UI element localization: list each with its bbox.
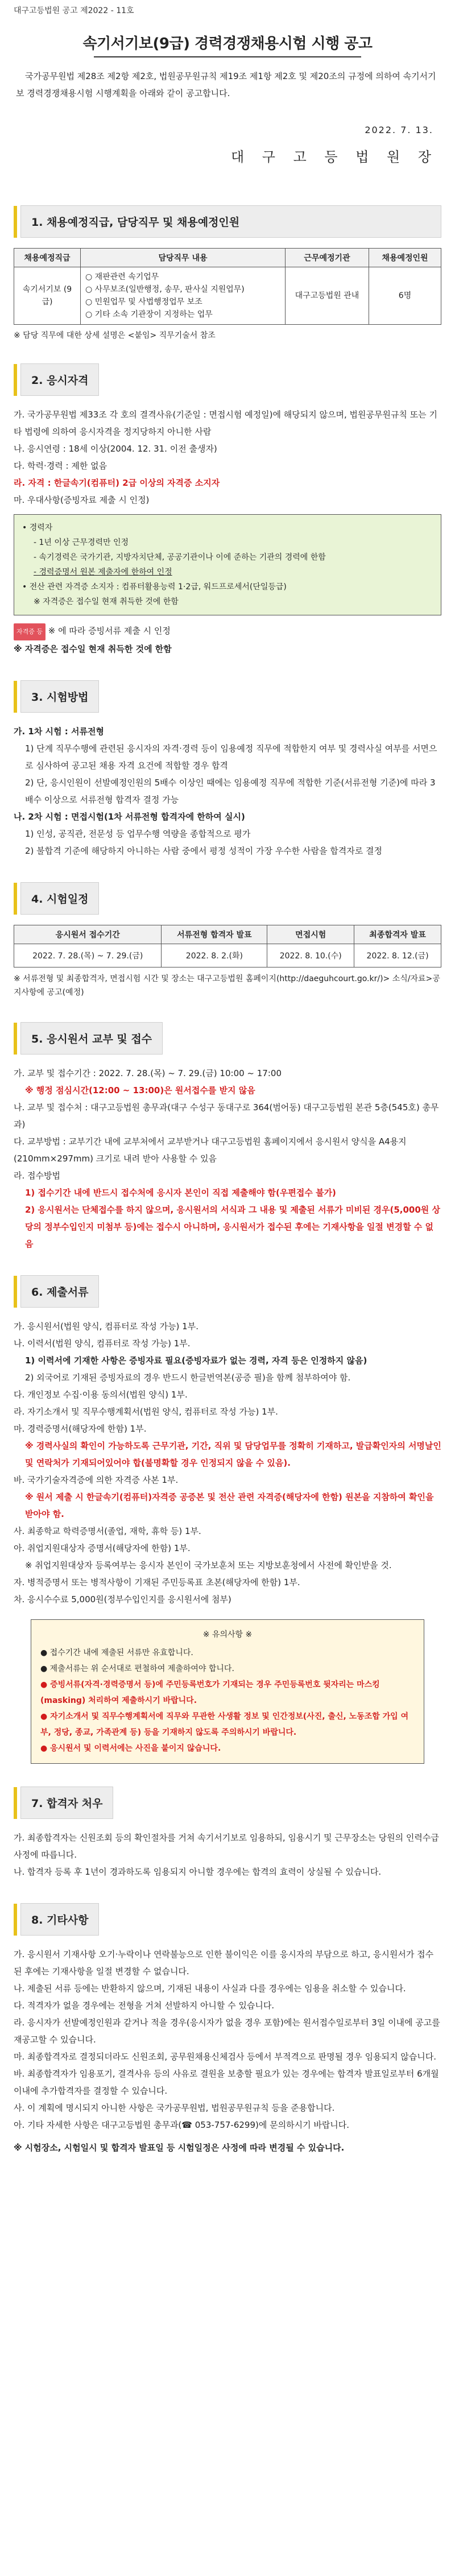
table-header: 근무예정기관 xyxy=(286,249,369,267)
text-line: 마. 최종합격자로 결정되더라도 신원조회, 공무원채용신체검사 등에서 부적격으로 판명될 경우 임용되지 않습니다. xyxy=(14,2052,437,2062)
text-line: 사. 최종학교 학력증명서(졸업, 재학, 휴학 등) 1부. xyxy=(14,1526,201,1536)
text-line: 다. 학력·경력 : 제한 없음 xyxy=(14,461,107,471)
text-line: 마. 우대사항(증빙자료 제출 시 인정) xyxy=(14,495,150,505)
agency-cell: 대구고등법원 관내 xyxy=(286,267,369,325)
section-title: 2. 응시자격 xyxy=(20,363,99,396)
text-line xyxy=(14,622,441,640)
section-5-header xyxy=(14,1022,441,1055)
section-8-header xyxy=(14,1903,441,1936)
text-line: ※ 원서 제출 시 한글속기(컴퓨터)자격증 공증본 및 전산 관련 자격증(해당자에 한함) 원본을 지참하여 확인을 받아야 함. xyxy=(25,1492,434,1519)
text-line: 나. 교부 및 접수처 : 대구고등법원 총무과(대구 수성구 동대구로 364(범어동) 대구고등법원 본관 5층(545호) 총무과) xyxy=(14,1102,439,1130)
section-3-header xyxy=(14,680,441,713)
duty-item: ○ 민원업무 및 사법행정업무 보조 xyxy=(85,297,202,307)
text-line: 라. 접수방법 xyxy=(14,1171,60,1181)
misc-body xyxy=(14,1946,441,2156)
documents-body xyxy=(14,1318,441,1608)
table-header: 면접시험 xyxy=(267,925,354,944)
box-line: - 1년 이상 근무경력만 인정 xyxy=(34,538,129,547)
text-line: ※ 경력사실의 확인이 가능하도록 근무기관, 기간, 직위 및 담당업무를 정확히 기재하고, 발급확인자의 서명날인 및 연락처가 기재되어있어야 합(불명확할 경우 인정되지 않을 수 있음). xyxy=(25,1441,441,1468)
box-line: - 속기경력은 국가기관, 지방자치단체, 공공기관이나 이에 준하는 기관의 경력에 한함 xyxy=(34,553,326,562)
title-text: 속기서기보(9급) 경력경쟁채용시험 시행 공고 xyxy=(82,35,373,52)
text-line: ※ 취업지원대상자 등록여부는 응시자 본인이 국가보훈처 또는 지방보훈청에서 사전에 확인받을 것. xyxy=(25,1560,392,1570)
text-line: 2) 외국어로 기재된 증빙자료의 경우 반드시 한글번역본(공증 필)을 함께 첨부하여야 함. xyxy=(25,1372,351,1383)
text-line: ※ 자격증은 접수일 현재 취득한 것에 한함 xyxy=(14,644,172,654)
caution-item: ● 응시원서 및 이력서에는 사진을 붙이지 않습니다. xyxy=(40,1744,221,1753)
text-line: 차. 응시수수료 5,000원(정부수입인지를 응시원서에 첨부) xyxy=(14,1594,231,1605)
text-line: 바. 국가기술자격증에 의한 자격증 사본 1부. xyxy=(14,1475,179,1485)
text-line: 1) 이력서에 기재한 사항은 증빙자료 필요(증빙자료가 없는 경력, 자격 등은 인정하지 않음) xyxy=(25,1355,367,1366)
section-title: 4. 시험일정 xyxy=(20,882,99,915)
text-line: 2) 단, 응시인원이 선발예정인원의 5배수 이상인 때에는 임용예정 직무에 적합한 기준(서류전형 기준)에 따라 3배수 이상으로 서류전형 합격자 결정 가능 xyxy=(25,778,436,805)
section-title: 8. 기타사항 xyxy=(20,1903,99,1936)
application-body xyxy=(14,1065,441,1252)
table-cell: 2022. 8. 2.(화) xyxy=(162,944,267,967)
section-2-header xyxy=(14,363,441,396)
text-line: 자. 병적증명서 또는 병적사항이 기재된 주민등록표 초본(해당자에 한함) 1부. xyxy=(14,1577,300,1587)
section-title: 6. 제출서류 xyxy=(20,1275,99,1308)
table-header: 서류전형 합격자 발표 xyxy=(162,925,267,944)
caution-box xyxy=(31,1619,424,1764)
final-note: ※ 시험장소, 시험일시 및 합격자 발표일 등 시험일정은 사정에 따라 변경될 수 있습니다. xyxy=(14,2143,345,2153)
text-line: 라. 응시자가 선발예정인원과 같거나 적을 경우(응시자가 없을 경우 포함)에는 원서접수일로부터 3일 이내에 공고를 재공고할 수 있습니다. xyxy=(14,2017,440,2045)
text-line: 가. 응시원서 기재사항 오기·누락이나 연락불능으로 인한 불이익은 이를 응시자의 부담으로 하고, 응시원서가 접수된 후에는 기재사항을 일절 변경할 수 없습니다. xyxy=(14,1949,434,1977)
text-line: 1) 접수기간 내에 반드시 접수처에 응시자 본인이 직접 제출해야 함(우편접수 불가) xyxy=(25,1188,336,1198)
duty-item: ○ 재판관련 속기업무 xyxy=(85,272,159,282)
section-note: ※ 담당 직무에 대한 상세 설명은 <붙임> 직무기술서 참조 xyxy=(14,331,216,340)
text-line: 아. 취업지원대상자 증명서(해당자에 한함) 1부. xyxy=(14,1543,191,1553)
text-line: 바. 최종합격자가 임용포기, 결격사유 등의 사유로 결원을 보충할 필요가 있는 경우에는 합격자 발표일로부터 6개월 이내에 추가합격자를 결정할 수 있습니다. xyxy=(14,2069,439,2096)
issuing-org: 대 구 고 등 법 원 장 xyxy=(230,149,438,165)
text-line: 1) 단계 직무수행에 관련된 응시자의 자격·경력 등이 임용예정 직무에 적합한지 여부 및 경력사실 여부를 서면으로 심사하여 공고된 채용 자격 요건에 적합할 경우 합격 xyxy=(25,743,437,771)
table-cell: 2022. 8. 10.(수) xyxy=(267,944,354,967)
text-line: 가. 1차 시험 : 서류전형 xyxy=(14,726,104,737)
text-line: 사. 이 계획에 명시되지 아니한 사항은 국가공무원법, 법원공무원규칙 등을 준용합니다. xyxy=(14,2103,335,2113)
table-header: 최종합격자 발표 xyxy=(354,925,441,944)
text-line: 가. 최종합격자는 신원조회 등의 확인절차를 거쳐 속기서기보로 임용하되, 임용시기 및 근무장소는 당원의 인력수급사정에 따릅니다. xyxy=(14,1833,439,1860)
duties-cell xyxy=(81,267,286,325)
method-body xyxy=(14,723,441,859)
treatment-body xyxy=(14,1829,441,1880)
text-line: 나. 응시연령 : 18세 이상(2004. 12. 31. 이전 출생자) xyxy=(14,444,217,454)
grade-cell: 속기서기보 (9급) xyxy=(14,267,81,325)
section-marker xyxy=(14,364,17,396)
intro-paragraph: 국가공무원법 제28조 제2항 제2호, 법원공무원규칙 제19조 제1항 제2호 및 제20조의 규정에 의하여 속기서기보 경력경쟁채용시험 시행계획을 아래와 같이 공고합니다. xyxy=(16,71,436,98)
section-marker xyxy=(14,1904,17,1936)
caution-item: ● 제출서류는 위 순서대로 편철하여 제출하여야 합니다. xyxy=(40,1664,234,1673)
text-line: 2) 불합격 기준에 해당하지 아니하는 사람 중에서 평정 성적이 가장 우수한 사람을 합격자로 결정 xyxy=(25,846,383,856)
text-line: 나. 2차 시험 : 면접시험(1차 서류전형 합격자에 한하여 실시) xyxy=(14,812,245,822)
text-line: 나. 제출된 서류 등에는 반환하지 않으며, 기재된 내용이 사실과 다를 경우에는 임용을 취소할 수 있습니다. xyxy=(14,1983,406,1994)
section-title: 5. 응시원서 교부 및 접수 xyxy=(20,1022,163,1055)
text-line: 라. 자기소개서 및 직무수행계획서(법원 양식, 컴퓨터로 작성 가능) 1부. xyxy=(14,1407,278,1417)
text-line: 나. 이력서(법원 양식, 컴퓨터로 작성 가능) 1부. xyxy=(14,1338,191,1349)
text-line: 2) 응시원서는 단체접수를 하지 않으며, 응시원서의 서식과 그 내용 및 제출된 서류가 미비된 경우(5,000원 상당의 정부수입인지 미첨부 등)에는 접수시 아니하며, 응시원서가 접수된 후에는 기재사항을 일절 변경할 수 없음 xyxy=(25,1205,441,1249)
text-line: 다. 개인정보 수집·이용 동의서(법원 양식) 1부. xyxy=(14,1390,188,1400)
table-header: 응시원서 접수기간 xyxy=(14,925,162,944)
announcement-number: 대구고등법원 공고 제2022 - 11호 xyxy=(14,6,134,15)
box-line: - 경력증명서 원본 제출자에 한하여 인정 xyxy=(34,568,172,577)
table-header: 채용예정인원 xyxy=(369,249,441,267)
text-line: 가. 국가공무원법 제33조 각 호의 결격사유(기준일 : 면접시험 예정일)에 해당되지 않으며, 법원공무원규칙 또는 기타 법령에 의하여 응시자격을 정지당하지 아니한 사람 xyxy=(14,410,437,437)
section-title: 1. 채용예정직급, 담당직무 및 채용예정인원 xyxy=(20,205,441,238)
table-cell: 2022. 7. 28.(목) ~ 7. 29.(금) xyxy=(14,944,162,967)
section-marker xyxy=(14,206,17,238)
text-line: 다. 교부방법 : 교부기간 내에 교부처에서 교부받거나 대구고등법원 홈페이지에서 응시원서 양식을 A4용지(210mm×297mm) 크기로 내려 받아 사용할 수 있음 xyxy=(14,1136,407,1164)
schedule-note: ※ 서류전형 및 최종합격자, 면접시험 시간 및 장소는 대구고등법원 홈페이지(http://daeguhcourt.go.kr/)> 소식/자료>공지사항에 공고(예정) xyxy=(14,974,440,997)
caution-item: ● 자기소개서 및 직무수행계획서에 직무와 무관한 사생활 정보 및 인간정보(사진, 출신, 노동조합 가입 여부, 정당, 종교, 가족관계 등) 등을 기재하지 않도록 주의하시기 바랍니다. xyxy=(40,1712,409,1737)
section-4-header xyxy=(14,882,441,915)
table-header: 담당직무 내용 xyxy=(81,249,286,267)
schedule-table xyxy=(14,925,441,967)
section-title: 7. 합격자 처우 xyxy=(20,1787,113,1819)
notice-date: 2022. 7. 13. xyxy=(365,125,433,135)
tag-badge: 자격증 등 xyxy=(14,623,46,640)
count-cell: 6명 xyxy=(369,267,441,325)
text-line: 다. 적격자가 없을 경우에는 전형을 거쳐 선발하지 아니할 수 있습니다. xyxy=(14,2000,275,2011)
text-line: 나. 합격자 등록 후 1년이 경과하도록 임용되지 아니할 경우에는 합격의 효력이 상실될 수 있습니다. xyxy=(14,1867,382,1877)
title-underline xyxy=(94,56,361,57)
text-line: 라. 자격 : 한글속기(컴퓨터) 2급 이상의 자격증 소지자 xyxy=(14,478,220,488)
text-line: ※ 행정 점심시간(12:00 ~ 13:00)은 원서접수를 받지 않음 xyxy=(25,1085,255,1095)
section-marker xyxy=(14,1276,17,1308)
section-title: 3. 시험방법 xyxy=(20,680,99,713)
section-marker xyxy=(14,883,17,915)
text-line: 가. 응시원서(법원 양식, 컴퓨터로 작성 가능) 1부. xyxy=(14,1321,198,1332)
preference-box xyxy=(14,514,441,615)
caution-item: ● 접수기간 내에 제출된 서류만 유효합니다. xyxy=(40,1648,193,1657)
recruitment-table xyxy=(14,248,441,325)
text-line: 가. 교부 및 접수기간 : 2022. 7. 28.(목) ~ 7. 29.(금) 10:00 ~ 17:00 xyxy=(14,1068,282,1078)
box-line: • 경력자 xyxy=(22,523,53,532)
table-header: 채용예정직급 xyxy=(14,249,81,267)
section-marker xyxy=(14,681,17,713)
section-1-header xyxy=(14,205,441,238)
section-6-header xyxy=(14,1275,441,1308)
table-cell: 2022. 8. 12.(금) xyxy=(354,944,441,967)
section-marker xyxy=(14,1787,17,1819)
caution-item: ● 증빙서류(자격·경력증명서 등)에 주민등록번호가 기재되는 경우 주민등록번호 뒷자리는 마스킹(masking) 처리하여 제출하시기 바랍니다. xyxy=(40,1680,380,1705)
section-7-header xyxy=(14,1787,441,1819)
box-line: • 전산 관련 자격증 소지자 : 컴퓨터활용능력 1·2급, 워드프로세서(단일등급) xyxy=(22,582,287,592)
page-title xyxy=(14,32,441,57)
duty-item: ○ 기타 소속 기관장이 지정하는 업무 xyxy=(85,310,213,319)
text-line: 아. 기타 자세한 사항은 대구고등법원 총무과(☎ 053-757-6299)에 문의하시기 바랍니다. xyxy=(14,2120,350,2130)
section-marker xyxy=(14,1023,17,1055)
text-line: 마. 경력증명서(해당자에 한함) 1부. xyxy=(14,1424,147,1434)
eligibility-body xyxy=(14,406,441,658)
box-line: ※ 자격증은 접수일 현재 취득한 것에 한함 xyxy=(34,597,179,606)
text-span: ※ 에 따라 증빙서류 제출 시 인정 xyxy=(48,626,171,636)
duty-item: ○ 사무보조(일반행정, 송무, 판사실 지원업무) xyxy=(85,285,245,294)
caution-title: ※ 유의사항 ※ xyxy=(202,1630,253,1639)
text-line: 1) 인성, 공직관, 전문성 등 업무수행 역량을 종합적으로 평가 xyxy=(25,829,251,839)
